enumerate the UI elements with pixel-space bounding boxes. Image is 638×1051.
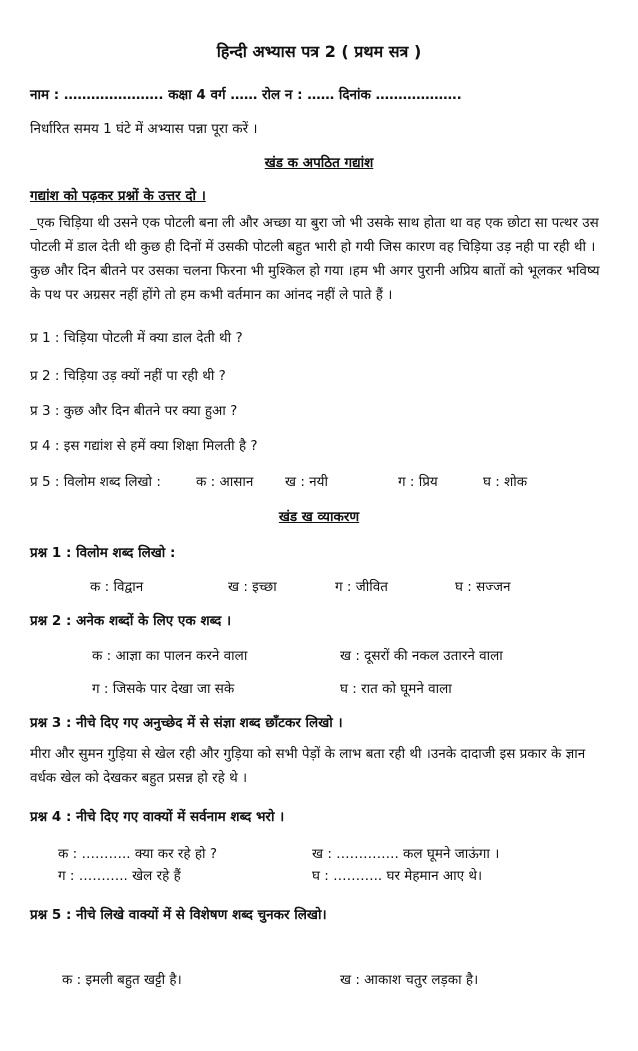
question-a5-label: प्र 5 : विलोम शब्द लिखो : <box>30 474 161 490</box>
time-instruction: निर्धारित समय 1 घंटे में अभ्यास पन्ना पूरा करें । <box>30 121 258 137</box>
b4-option-kha: ख : ………….. कल घूमने जाऊंगा । <box>312 846 500 862</box>
b5-option-ka: क : इमली बहुत खट्टी है। <box>62 972 182 988</box>
question-b5-label: प्रश्न 5 : नीचे लिखे वाक्यों में से विशेषण शब्द चुनकर लिखो। <box>30 907 327 923</box>
b4-option-gha: घ : ……….. घर मेहमान आए थे। <box>312 868 483 884</box>
worksheet-title: हिन्दी अभ्यास पत्र 2 ( प्रथम सत्र ) <box>216 42 422 61</box>
unseen-passage: _एक चिड़िया थी उसने एक पोटली बना ली और अच्छा या बुरा जो भी उसके साथ होता था वह एक छोटा सा पत्थर उस पोटली में डाल देती थी कुछ ही दिनों में उसकी पोटली बहुत भारी हो गयी जिस कारण वह चिड़िया उड़ नही पा रही थी ।कुछ और दिन बीतने पर उसका चलना फिरना भी मुश्किल हो गया ।हम भी अगर पुरानी अप्रिय बातों को भूलकर भविष्य के पथ पर अग्रसर नहीं होंगे तो हम कभी वर्तमान का आंनद नहीं ले पाते हैं । <box>30 215 600 303</box>
b2-option-ga: ग : जिसके पार देखा जा सके <box>92 681 235 697</box>
b2-option-kha: ख : दूसरों की नकल उतारने वाला <box>340 648 503 664</box>
question-b3-label: प्रश्न 3 : नीचे दिए गए अनुच्छेद में से संज्ञा शब्द छाँटकर लिखो । <box>30 715 343 731</box>
b2-option-gha: घ : रात को घूमने वाला <box>340 681 452 697</box>
a5-option-gha: घ : शोक <box>483 474 528 490</box>
question-a4: प्र 4 : इस गद्यांश से हमें क्या शिक्षा मिलती है ? <box>30 438 258 454</box>
b1-option-ga: ग : जीवित <box>335 579 388 595</box>
b2-option-ka: क : आज्ञा का पालन करने वाला <box>92 648 248 664</box>
a5-option-ka: क : आसान <box>196 474 254 490</box>
a5-option-ga: ग : प्रिय <box>398 474 438 490</box>
question-a3: प्र 3 : कुछ और दिन बीतने पर क्या हुआ ? <box>30 403 238 419</box>
question-b4-label: प्रश्न 4 : नीचे दिए गए वाक्यों में सर्वनाम शब्द भरो । <box>30 809 285 825</box>
b4-option-ga: ग : ……….. खेल रहे हैं <box>58 868 181 884</box>
b1-option-ka: क : विद्वान <box>90 579 144 595</box>
section-a-instruction: गद्यांश को पढ़कर प्रश्नों के उत्तर दो । <box>30 188 206 204</box>
section-a-heading: खंड क अपठित गद्यांश <box>264 155 374 171</box>
section-b-heading: खंड ख व्याकरण <box>278 509 360 525</box>
student-info-line: नाम : …………………. कक्षा 4 वर्ग …… रोल न : …… दिनांक ………………. <box>30 87 462 103</box>
b4-option-ka: क : ……….. क्या कर रहे हो ? <box>58 846 217 862</box>
noun-passage: मीरा और सुमन गुड़िया से खेल रही और गुड़िया को सभी पेड़ों के लाभ बता रही थी ।उनके दादाजी इस प्रकार के ज्ञान वर्धक खेल को देखकर बहुत प्रसन्न हो रहे थे । <box>30 746 586 786</box>
b1-option-kha: ख : इच्छा <box>228 579 277 595</box>
question-b1-label: प्रश्न 1 : विलोम शब्द लिखो : <box>30 545 176 561</box>
b1-option-gha: घ : सज्जन <box>455 579 511 595</box>
question-b2-label: प्रश्न 2 : अनेक शब्दों के लिए एक शब्द । <box>30 613 232 629</box>
a5-option-kha: ख : नयी <box>285 474 328 490</box>
question-a2: प्र 2 : चिड़िया उड़ क्यों नहीं पा रही थी ? <box>30 368 226 384</box>
b5-option-kha: ख : आकाश चतुर लड़का है। <box>340 972 479 988</box>
question-a1: प्र 1 : चिड़िया पोटली में क्या डाल देती थी ? <box>30 330 243 346</box>
